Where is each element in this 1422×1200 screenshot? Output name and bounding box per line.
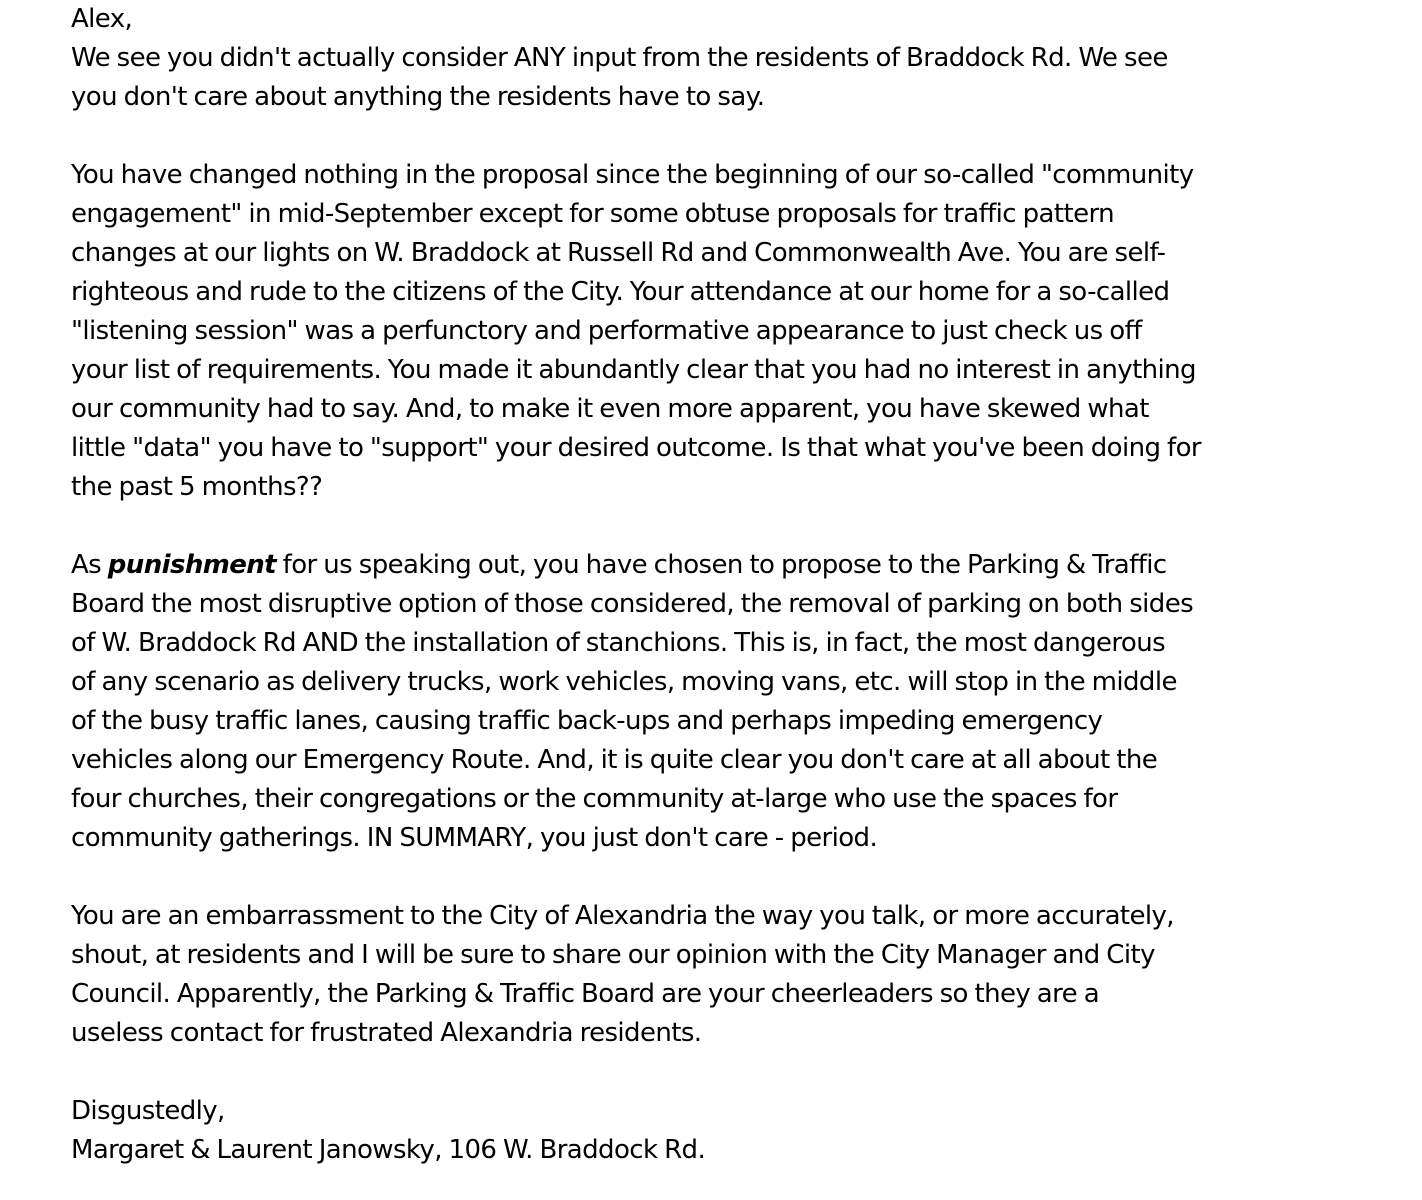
paragraph-1 <box>71 39 1371 117</box>
paragraph-line: Board the most disruptive option of those considered, the removal of parking on both sides <box>71 589 1194 619</box>
paragraph-line: community gatherings. IN SUMMARY, you just don't care - period. <box>71 823 878 853</box>
paragraph-line: "listening session" was a perfunctory and performative appearance to just check us off <box>71 316 1142 346</box>
paragraph-line: of the busy traffic lanes, causing traffic back-ups and perhaps impeding emergency <box>71 706 1103 736</box>
signature: Margaret & Laurent Janowsky, 106 W. Braddock Rd. <box>71 1135 706 1165</box>
paragraph-line: shout, at residents and I will be sure to share our opinion with the City Manager and City <box>71 940 1155 970</box>
paragraph-line: vehicles along our Emergency Route. And, it is quite clear you don't care at all about the <box>71 745 1158 775</box>
paragraph-line: You have changed nothing in the proposal since the beginning of our so-called "community <box>71 160 1194 190</box>
salutation: Alex, <box>71 4 133 34</box>
paragraph-line: our community had to say. And, to make it even more apparent, you have skewed what <box>71 394 1149 424</box>
letter-body <box>71 0 1371 1170</box>
paragraph-line: the past 5 months?? <box>71 472 323 502</box>
paragraph-line: changes at our lights on W. Braddock at Russell Rd and Commonwealth Ave. You are self- <box>71 238 1166 268</box>
suffix-text: for us speaking out, you have chosen to propose to the Parking & Traffic <box>276 550 1167 580</box>
paragraph-spacer <box>71 858 1371 897</box>
paragraph-line: your list of requirements. You made it abundantly clear that you had no interest in anything <box>71 355 1196 385</box>
paragraph-spacer <box>71 507 1371 546</box>
paragraph-line: righteous and rude to the citizens of the City. Your attendance at our home for a so-called <box>71 277 1170 307</box>
closing: Disgustedly, <box>71 1096 225 1126</box>
paragraph-line: of W. Braddock Rd AND the installation of stanchions. This is, in fact, the most dangerous <box>71 628 1166 658</box>
paragraph-line: Council. Apparently, the Parking & Traffic Board are your cheerleaders so they are a <box>71 979 1100 1009</box>
paragraph-line: of any scenario as delivery trucks, work vehicles, moving vans, etc. will stop in the middle <box>71 667 1177 697</box>
paragraph-line: We see you didn't actually consider ANY input from the residents of Braddock Rd. We see <box>71 43 1168 73</box>
paragraph-line <box>71 546 1371 585</box>
paragraph-3 <box>71 546 1371 858</box>
paragraph-line: useless contact for frustrated Alexandria residents. <box>71 1018 702 1048</box>
emphasis-text: punishment <box>107 550 276 580</box>
paragraph-2 <box>71 156 1371 507</box>
paragraph-spacer <box>71 1053 1371 1092</box>
paragraph-line: you don't care about anything the residents have to say. <box>71 82 765 112</box>
prefix-text: As <box>71 550 108 580</box>
paragraph-4 <box>71 897 1371 1053</box>
paragraph-line: engagement" in mid-September except for some obtuse proposals for traffic pattern <box>71 199 1114 229</box>
paragraph-line: little "data" you have to "support" your desired outcome. Is that what you've been doing for <box>71 433 1201 463</box>
paragraph-line: You are an embarrassment to the City of Alexandria the way you talk, or more accurately, <box>71 901 1174 931</box>
paragraph-line: four churches, their congregations or the community at-large who use the spaces for <box>71 784 1118 814</box>
paragraph-spacer <box>71 117 1371 156</box>
